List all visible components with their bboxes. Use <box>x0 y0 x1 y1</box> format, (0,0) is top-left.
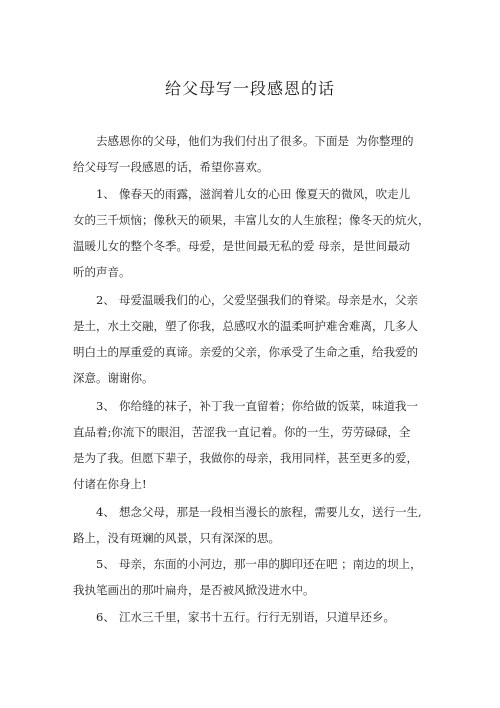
item-5-line-2: 我执笔画出的那叶扁舟，是否被风掀没进水中。 <box>73 583 315 597</box>
item-4-number: 4、 <box>96 505 115 519</box>
item-6-line-1: 江水三千里，家书十五行。行行无别语，只道早还乡。 <box>119 610 395 624</box>
item-2-number: 2、 <box>96 293 115 307</box>
item-5-line-1: 母亲，东面的小河边，那一串的脚印还在吧 ；南边的坝上， <box>119 557 422 571</box>
item-4-line-2: 路上，没有斑斓的风景，只有深深的思。 <box>73 531 280 545</box>
item-6-number: 6、 <box>96 610 115 624</box>
item-2-line-1: 母爱温暖我们的心，父爱坚强我们的脊梁。母亲是水，父亲 <box>119 293 418 307</box>
item-2-line-3: 明白土的厚重爱的真谛。亲爱的父亲，你承受了生命之重，给我爱的 <box>73 345 418 359</box>
item-1-line-3: 温暖儿女的整个冬季。母爱，是世间最无私的爱 母亲，是世间最动 <box>73 239 411 253</box>
intro-line-1b: 为你整理的 <box>356 134 414 148</box>
item-3-number: 3、 <box>96 399 115 413</box>
item-1-line-1: 像春天的雨露，滋润着儿女的心田 像夏天的微风，吹走儿 <box>119 187 411 201</box>
item-2-line-4: 深意。谢谢你。 <box>73 371 154 385</box>
item-3-line-2: 直品着;你流下的眼泪，苦涩我一直记着。你的一生，劳劳碌碌，全 <box>73 425 411 439</box>
item-1-line-2: 女的三千烦恼；像秋天的硕果，丰富儿女的人生旅程；像冬天的炕火， <box>73 213 430 227</box>
item-3-line-3: 是为了我。但愿下辈子，我做你的母亲，我用同样，甚至更多的爱， <box>73 451 418 465</box>
intro-line-2: 给父母写一段感恩的话，希望你喜欢。 <box>73 160 269 174</box>
page-title: 给父母写一段感恩的话 <box>164 79 335 98</box>
intro-line-1a: 去感恩你的父母，他们为我们付出了很多。下面是 <box>96 134 349 148</box>
item-3-line-4: 付诸在你身上! <box>73 477 147 491</box>
item-2-line-2: 是土，水土交融，塑了你我，总感叹水的温柔呵护难舍难离，几多人 <box>73 319 418 333</box>
item-3-line-1: 你给缝的袜子，补丁我一直留着；你给做的饭菜，味道我一 <box>119 399 418 413</box>
item-1-line-4: 听的声音。 <box>73 265 131 279</box>
item-4-line-1: 想念父母，那是一段相当漫长的旅程，需要儿女，送行一生, <box>119 505 422 519</box>
item-1-number: 1、 <box>96 187 115 201</box>
item-5-number: 5、 <box>96 557 115 571</box>
